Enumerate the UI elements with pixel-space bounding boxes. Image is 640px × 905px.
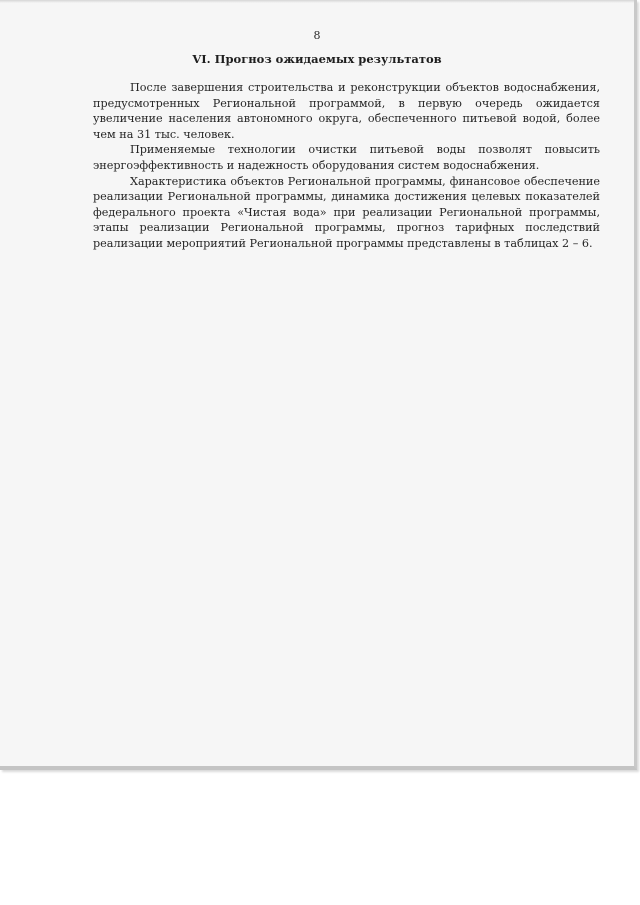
paragraph-results: После завершения строительства и реконструкции объектов водоснабжения, предусмотренных Региональной программой, в первую очередь ожидается увеличение населения автономного округа, обеспеченного питьевой водой, более чем на 31 тыс. человек. (93, 81, 600, 141)
paragraph-technologies: Применяемые технологии очистки питьевой воды позволят повысить энергоэффективность и надежность оборудования систем водоснабжения. (93, 143, 600, 172)
paragraph-tables-reference: Характеристика объектов Региональной программы, финансовое обеспечение реализации Региональной программы, динамика достижения целевых показателей федерального проекта «Чистая вода» при реализации Региональной программы, этапы реализации Региональной программы, прогноз тарифных последствий реализации мероприятий Региональной программы представлены в таблицах 2 – 6. (93, 174, 600, 250)
section-heading: VI. Прогноз ожидаемых результатов (192, 52, 442, 66)
scan-edge (0, 0, 634, 3)
section-body (93, 80, 600, 252)
page-number: 8 (313, 29, 321, 42)
